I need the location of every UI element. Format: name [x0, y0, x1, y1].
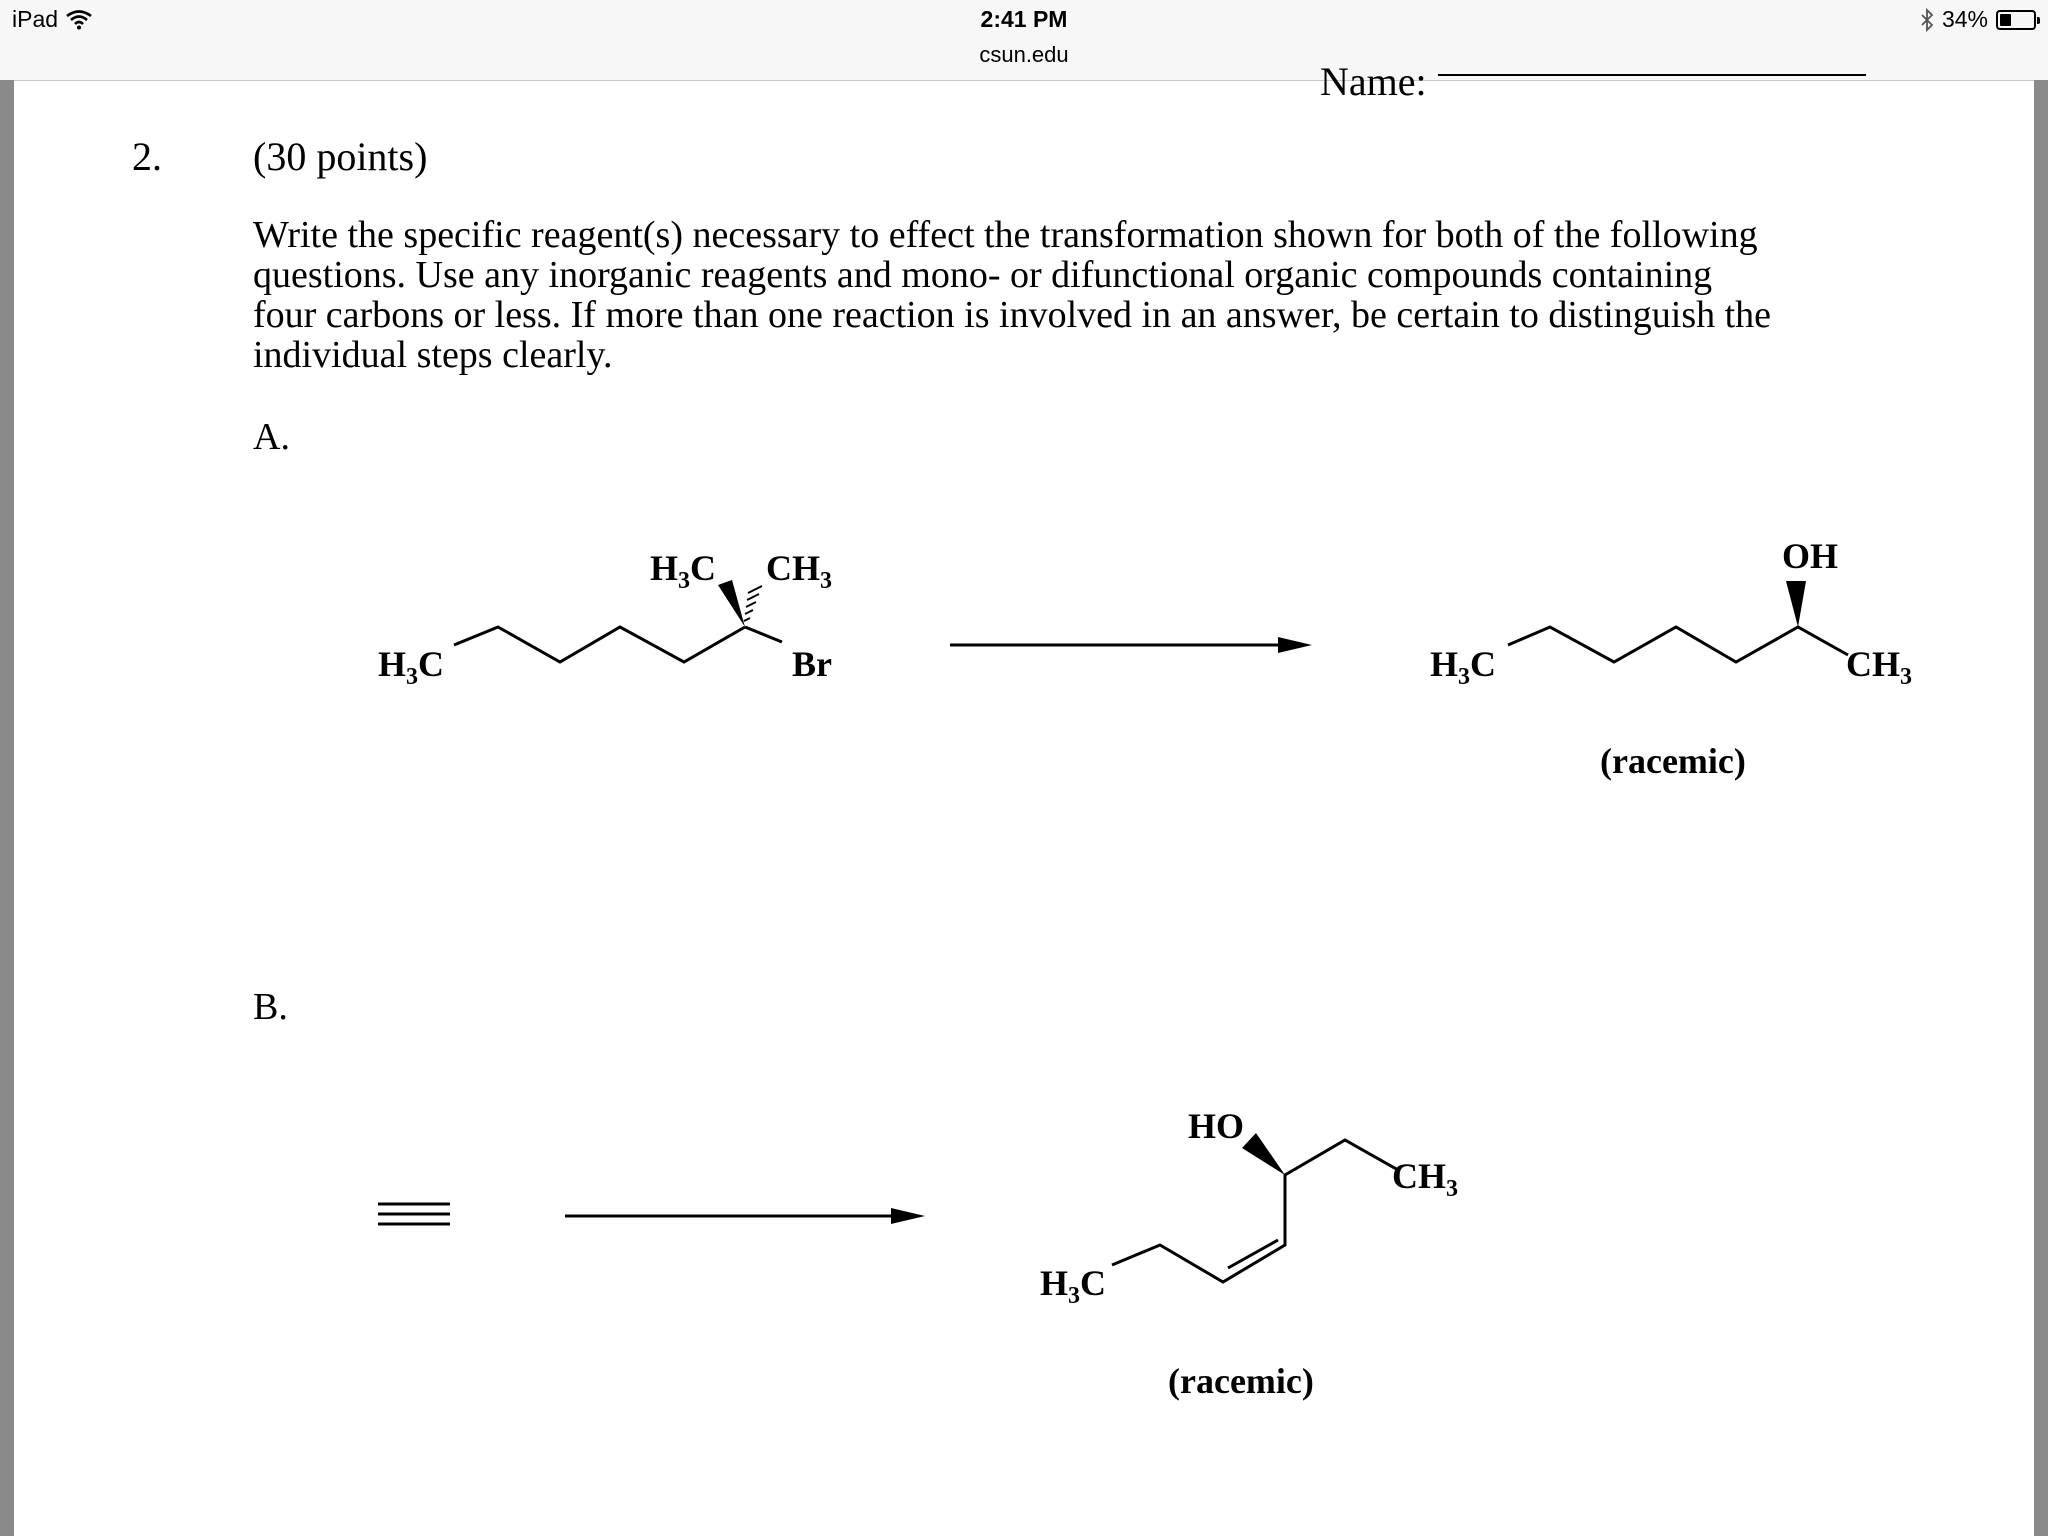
- a-product-h3c: $H_3C$: [1430, 644, 1497, 690]
- a-reactant-methyl-left: $H_3C$: [650, 548, 717, 594]
- device-name: iPad: [12, 6, 59, 32]
- b-product-ho: HO: [1188, 1106, 1245, 1146]
- status-time: 2:41 PM: [980, 6, 1068, 32]
- instruction-line: four carbons or less. If more than one reaction is involved in an answer, be certain to distinguish the: [253, 294, 1772, 336]
- part-b-product: [1112, 1133, 1398, 1282]
- a-reactant-h3c: $H_3C$: [378, 644, 445, 690]
- battery-percent: 34%: [1941, 6, 1988, 32]
- instruction-line: Write the specific reagent(s) necessary to effect the transformation shown for both of the following: [253, 214, 1758, 256]
- a-product-ch3: $CH_3$: [1846, 644, 1912, 690]
- part-b-label: B.: [253, 986, 288, 1028]
- b-product-ch3: $CH_3$: [1392, 1156, 1458, 1202]
- question-points: (30 points): [253, 134, 428, 179]
- part-a-product: [1508, 581, 1848, 662]
- instruction-line: questions. Use any inorganic reagents and mono- or difunctional organic compounds containing: [253, 254, 1713, 296]
- question-number: 2.: [132, 134, 162, 179]
- a-reactant-methyl-right: $CH_3$: [766, 548, 832, 594]
- part-a-label: A.: [253, 416, 290, 458]
- part-b-reactant-alkyne: [378, 1204, 450, 1224]
- b-product-note: (racemic): [1168, 1361, 1314, 1401]
- part-a-arrow: [950, 637, 1312, 653]
- name-label-text: Name:: [1320, 59, 1427, 104]
- part-a-reactant: [454, 580, 782, 662]
- a-product-note: (racemic): [1600, 741, 1746, 781]
- a-reactant-br: Br: [792, 644, 832, 684]
- b-product-h3c: $H_3C$: [1040, 1263, 1107, 1309]
- instruction-line: individual steps clearly.: [253, 334, 613, 376]
- a-product-oh: OH: [1782, 536, 1839, 576]
- address-url[interactable]: csun.edu: [979, 42, 1069, 67]
- part-b-arrow: [565, 1208, 925, 1224]
